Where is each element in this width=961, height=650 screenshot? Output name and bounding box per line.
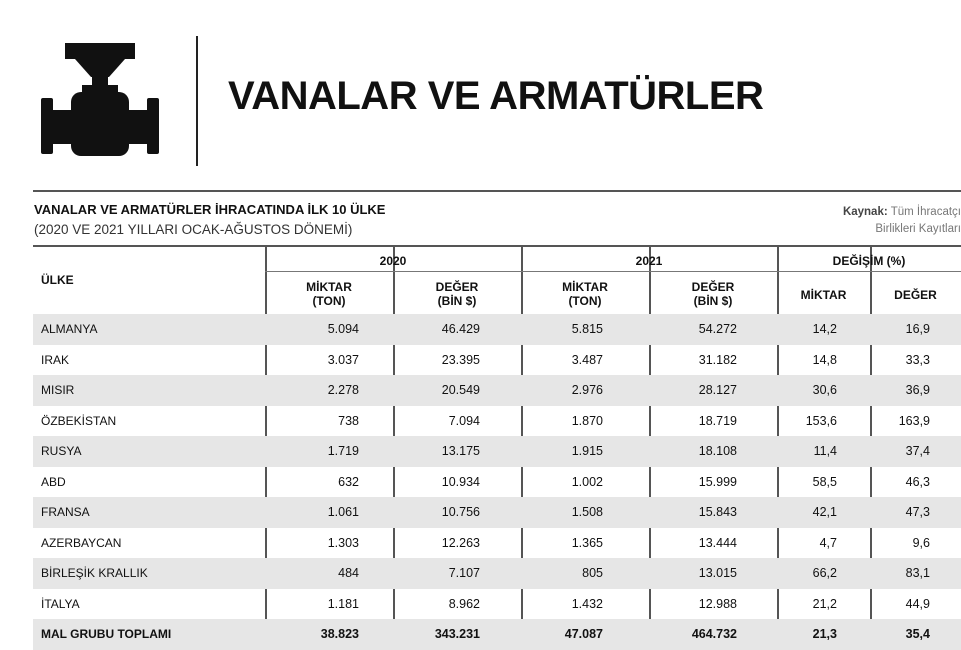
table-row: [33, 314, 961, 345]
cell-change-deger: 47,3: [905, 505, 930, 519]
cell-deger-2020: 7.107: [448, 566, 480, 580]
table-row: [33, 558, 961, 589]
cell-deger-2021: 12.988: [698, 596, 737, 611]
cell-change-miktar: 42,1: [812, 505, 837, 519]
cell-deger-2020: 23.395: [441, 352, 480, 367]
cell-country: ABD: [41, 474, 66, 489]
cell-change-deger: 163,9: [898, 413, 930, 428]
cell-miktar-2020: 5.094: [327, 322, 359, 336]
cell-miktar-2021: 5.815: [571, 322, 603, 336]
cell-miktar-2020: 484: [338, 566, 359, 580]
cell-deger-2020: 10.756: [441, 505, 480, 519]
top-rule: [33, 190, 961, 192]
cell-change-deger: 33,3: [905, 352, 930, 367]
header-country: ÜLKE: [41, 273, 74, 287]
table-title: VANALAR VE ARMATÜRLER İHRACATINDA İLK 10 ÜLKE: [34, 202, 386, 217]
header-miktar-unit: (TON): [312, 294, 346, 308]
cell-deger-2020: 343.231: [434, 627, 480, 641]
cell-deger-2021: 28.127: [698, 383, 737, 397]
cell-miktar-2020: 738: [338, 413, 359, 428]
cell-change-deger: 36,9: [905, 383, 930, 397]
cell-deger-2020: 7.094: [448, 413, 480, 428]
table-row: [33, 375, 961, 406]
cell-deger-2021: 18.719: [698, 413, 737, 428]
header-deger-2021: [649, 280, 777, 308]
cell-deger-2021: 18.108: [698, 444, 737, 458]
header-miktar-2021: [521, 280, 649, 308]
source-label: Kaynak:: [842, 206, 888, 218]
valve-icon: [41, 40, 159, 165]
cell-miktar-2020: 2.278: [327, 383, 359, 397]
cell-miktar-2021: 1.915: [571, 444, 603, 458]
header-miktar-unit: (TON): [568, 294, 602, 308]
cell-change-deger: 37,4: [905, 444, 930, 458]
cell-miktar-2021: 1.870: [571, 413, 603, 428]
cell-miktar-2020: 3.037: [327, 352, 359, 367]
rule-under-title: [33, 245, 961, 247]
page-title: VANALAR VE ARMATÜRLER: [228, 74, 764, 118]
header-deger-label: DEĞER: [435, 280, 479, 294]
cell-deger-2020: 13.175: [441, 444, 480, 458]
table-row: [33, 589, 961, 620]
cell-country: FRANSA: [41, 505, 90, 519]
cell-miktar-2020: 1.061: [327, 505, 359, 519]
source-text-line1: Tüm İhracatçı: [890, 206, 961, 218]
header-miktar-label: MİKTAR: [562, 280, 608, 294]
table-row: [33, 528, 961, 559]
cell-deger-2021: 54.272: [698, 322, 737, 336]
header-deger-unit: (BİN $): [437, 294, 477, 308]
cell-miktar-2020: 1.181: [327, 596, 359, 611]
cell-change-miktar: 4,7: [819, 535, 837, 550]
cell-deger-2020: 10.934: [441, 474, 480, 489]
cell-country: BİRLEŞİK KRALLIK: [41, 566, 148, 580]
cell-change-miktar: 14,2: [812, 322, 837, 336]
cell-miktar-2021: 2.976: [571, 383, 603, 397]
cell-miktar-2021: 1.508: [571, 505, 603, 519]
header-deger-label: DEĞER: [691, 280, 735, 294]
cell-change-deger: 83,1: [905, 566, 930, 580]
cell-country: ÖZBEKİSTAN: [41, 413, 117, 428]
cell-change-deger: 44,9: [905, 596, 930, 611]
cell-deger-2020: 46.429: [441, 322, 480, 336]
table-row: [33, 406, 961, 437]
cell-change-miktar: 11,4: [813, 444, 837, 458]
cell-miktar-2020: 1.303: [327, 535, 359, 550]
cell-country: MISIR: [41, 383, 75, 397]
header-change: DEĞİŞİM (%): [832, 254, 906, 268]
cell-change-miktar: 66,2: [812, 566, 837, 580]
cell-change-deger: 9,6: [912, 535, 930, 550]
table-row-total: [33, 619, 961, 650]
cell-change-miktar: 153,6: [805, 413, 837, 428]
cell-deger-2020: 20.549: [441, 383, 480, 397]
cell-change-miktar: 14,8: [812, 352, 837, 367]
cell-miktar-2021: 47.087: [564, 627, 603, 641]
cell-country: RUSYA: [41, 444, 82, 458]
header-year-2021: 2021: [635, 254, 663, 268]
header-change-deger: DEĞER: [894, 288, 937, 302]
header-deger-unit: (BİN $): [693, 294, 733, 308]
table-row: [33, 497, 961, 528]
cell-miktar-2020: 632: [338, 474, 359, 489]
cell-miktar-2021: 805: [582, 566, 603, 580]
title-divider: [196, 36, 198, 166]
cell-change-miktar: 21,2: [812, 596, 837, 611]
cell-country: ALMANYA: [41, 322, 98, 336]
cell-change-deger: 16,9: [905, 322, 930, 336]
year-header-rule: [265, 271, 961, 272]
cell-change-deger: 46,3: [905, 474, 930, 489]
table-row: [33, 436, 961, 467]
table-row: [33, 345, 961, 376]
table-row: [33, 467, 961, 498]
cell-miktar-2020: 1.719: [327, 444, 359, 458]
cell-country: IRAK: [41, 352, 70, 367]
cell-deger-2021: 13.444: [698, 535, 737, 550]
cell-change-deger: 35,4: [905, 627, 930, 641]
cell-miktar-2021: 1.365: [571, 535, 603, 550]
cell-deger-2021: 15.843: [698, 505, 737, 519]
cell-deger-2021: 464.732: [691, 627, 737, 641]
cell-deger-2020: 8.962: [448, 596, 480, 611]
cell-miktar-2021: 3.487: [571, 352, 603, 367]
header-deger-2020: [393, 280, 521, 308]
source-text-line2: Birlikleri Kayıtları: [875, 223, 961, 235]
header-miktar-2020: [265, 280, 393, 308]
header-change-miktar: MİKTAR: [800, 288, 847, 302]
cell-country: AZERBAYCAN: [41, 535, 122, 550]
cell-miktar-2021: 1.002: [571, 474, 603, 489]
cell-country: MAL GRUBU TOPLAMI: [41, 627, 172, 641]
cell-deger-2021: 15.999: [698, 474, 737, 489]
cell-deger-2021: 13.015: [698, 566, 737, 580]
source-note: [801, 204, 961, 238]
cell-deger-2021: 31.182: [698, 352, 737, 367]
header-year-2020: 2020: [379, 254, 407, 268]
cell-change-miktar: 58,5: [812, 474, 837, 489]
table-subtitle: (2020 VE 2021 YILLARI OCAK-AĞUSTOS DÖNEMİ): [34, 222, 353, 237]
header-miktar-label: MİKTAR: [306, 280, 352, 294]
cell-miktar-2021: 1.432: [571, 596, 603, 611]
cell-miktar-2020: 38.823: [320, 627, 359, 641]
cell-country: İTALYA: [41, 596, 80, 611]
cell-change-miktar: 30,6: [812, 383, 837, 397]
cell-change-miktar: 21,3: [812, 627, 837, 641]
cell-deger-2020: 12.263: [441, 535, 480, 550]
table-body: [33, 314, 961, 650]
